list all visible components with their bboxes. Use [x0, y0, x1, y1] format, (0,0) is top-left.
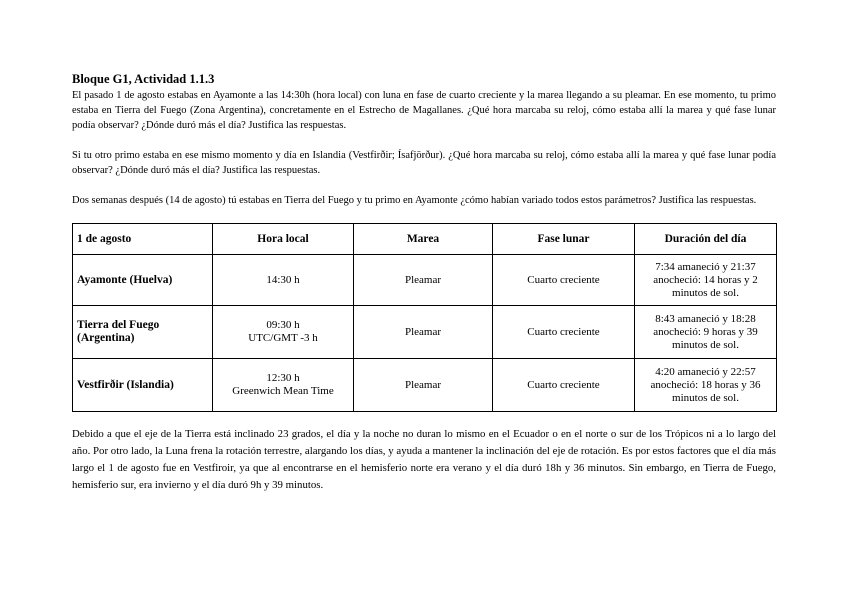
place-cell: Ayamonte (Huelva) [73, 255, 213, 306]
place-line: (Argentina) [77, 332, 135, 344]
results-table [72, 223, 777, 412]
document-page [72, 72, 776, 494]
place-cell: Vestfirðir (Islandia) [73, 359, 213, 412]
local-time-cell [213, 306, 354, 359]
moon-phase-cell: Cuarto creciente [493, 306, 635, 359]
header-day-length: Duración del día [635, 224, 777, 255]
local-time-cell [213, 255, 354, 306]
paragraph-question-2: Si tu otro primo estaba en ese mismo momento y día en Islandia (Vestfirðir; Ísafjörður). ¿Qué hora marcaba su reloj, cómo estaba allí la marea y qué fase lunar podía observar? ¿Dónde duró más el día? Justifica las respuestas. [72, 150, 776, 176]
moon-phase-cell: Cuarto creciente [493, 359, 635, 412]
day-length-line: 4:20 amaneció y 22:57 [655, 365, 756, 378]
local-time-line: 14:30 h [266, 273, 300, 286]
day-length-cell [635, 306, 777, 359]
day-length-line: minutos de sol. [672, 338, 739, 351]
day-length-line: minutos de sol. [672, 286, 739, 299]
header-local-time: Hora local [213, 224, 354, 255]
paragraph-question-3: Dos semanas después (14 de agosto) tú estabas en Tierra del Fuego y tu primo en Ayamonte ¿cómo habían variado todos estos parámetros? Justifica las respuestas. [72, 195, 757, 206]
activity-heading: Bloque G1, Actividad 1.1.3 [72, 72, 215, 86]
day-length-cell [635, 255, 777, 306]
day-length-line: anocheció: 9 horas y 39 [653, 325, 758, 338]
day-length-line: 7:34 amaneció y 21:37 [655, 260, 756, 273]
header-tide: Marea [354, 224, 493, 255]
header-moon-phase: Fase lunar [493, 224, 635, 255]
tide-cell: Pleamar [354, 359, 493, 412]
local-time-cell [213, 359, 354, 412]
paragraph-answer: Debido a que el eje de la Tierra está inclinado 23 grados, el día y la noche no duran lo mismo en el Ecuador o en el norte o sur de los Trópicos ni a lo largo del año. Por otro lado, la Luna frena la rotación terrestre, alargando los días, y ayuda a mantener la inclinación del eje de rotación. Es por estos factores que el día más largo el 1 de agosto fue en Vestfiroir, ya que al encontrarse en el hemisferio norte era verano y el día duró 18h y 36 minutos. Sin embargo, en Tierra de Fuego, hemisferio sur, era invierno y el día duró 9h y 39 minutos. [72, 428, 776, 491]
table-header-row [73, 224, 777, 255]
header-date: 1 de agosto [73, 224, 213, 255]
day-length-line: minutos de sol. [672, 391, 739, 404]
day-length-line: anocheció: 18 horas y 36 [650, 378, 761, 391]
paragraph-question-1: El pasado 1 de agosto estabas en Ayamonte a las 14:30h (hora local) con luna en fase de cuarto creciente y la marea llegando a su pleamar. En ese momento, tu primo estaba en Tierra del Fuego (Zona Argentina), concretamente en el Estrecho de Magallanes. ¿Qué hora marcaba su reloj, cómo estaba allí la marea y qué fase lunar podía observar? ¿Dónde duró más el día? Justifica las respuestas. [72, 90, 776, 131]
tide-cell: Pleamar [354, 255, 493, 306]
local-time-line: 09:30 h [266, 319, 300, 331]
day-length-line: anocheció: 14 horas y 2 [653, 273, 758, 286]
place-line: Tierra del Fuego [77, 319, 160, 331]
table-row [73, 306, 777, 359]
local-time-line: 12:30 h [266, 372, 300, 384]
moon-phase-cell: Cuarto creciente [493, 255, 635, 306]
table-row [73, 255, 777, 306]
day-length-line: 8:43 amaneció y 18:28 [655, 312, 756, 325]
day-length-cell [635, 359, 777, 412]
place-cell [73, 306, 213, 359]
table-row [73, 359, 777, 412]
tide-cell: Pleamar [354, 306, 493, 359]
local-time-line: UTC/GMT -3 h [248, 332, 318, 344]
local-time-line: Greenwich Mean Time [232, 385, 334, 397]
